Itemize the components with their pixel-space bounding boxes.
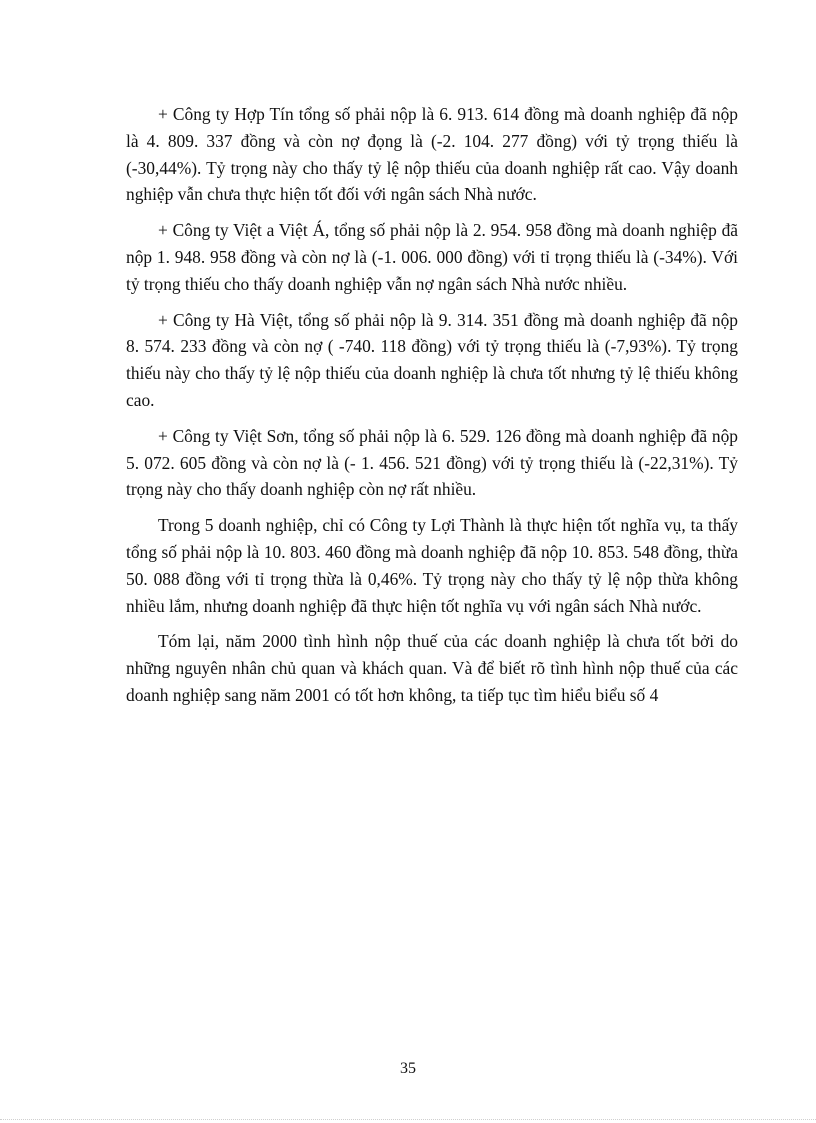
page-body bbox=[126, 101, 738, 718]
page-number: 35 bbox=[400, 1060, 416, 1077]
paragraph-hop-tin: + Công ty Hợp Tín tổng số phải nộp là 6. 913. 614 đồng mà doanh nghiệp đã nộp là 4. 809. 337 đồng và còn nợ đọng là (-2. 104. 277 đồng) với tỷ trọng thiếu là (-30,44%). Tỷ trọng này cho thấy tỷ lệ nộp thiếu của doanh nghiệp rất cao. Vậy doanh nghiệp vẫn chưa thực hiện tốt đối với ngân sách Nhà nước. bbox=[126, 104, 738, 205]
paragraph-loi-thanh: Trong 5 doanh nghiệp, chỉ có Công ty Lợi Thành là thực hiện tốt nghĩa vụ, ta thấy tổng số phải nộp là 10. 803. 460 đồng mà doanh nghiệp đã nộp 10. 853. 548 đồng, thừa 50. 088 đồng với tỉ trọng thừa là 0,46%. Tỷ trọng này cho thấy tỷ lệ nộp thừa không nhiều lắm, nhưng doanh nghiệp đã thực hiện tốt nghĩa vụ với ngân sách Nhà nước. bbox=[126, 515, 738, 616]
paragraph-ha-viet: + Công ty Hà Việt, tổng số phải nộp là 9. 314. 351 đồng mà doanh nghiệp đã nộp 8. 574. 233 đồng và còn nợ ( -740. 118 đồng) với tỷ trọng thiếu là (-7,93%). Tỷ trọng thiếu này cho thấy tỷ lệ nộp thiếu của doanh nghiệp là chưa tốt nhưng tỷ lệ thiếu không cao. bbox=[126, 309, 738, 410]
paragraph-viet-son: + Công ty Việt Sơn, tổng số phải nộp là 6. 529. 126 đồng mà doanh nghiệp đã nộp 5. 072. 605 đồng và còn nợ là (- 1. 456. 521 đồng) với tỷ trọng thiếu là (-22,31%). Tỷ trọng này cho thấy doanh nghiệp còn nợ rất nhiều. bbox=[126, 425, 738, 500]
page-bottom-divider bbox=[0, 1119, 816, 1120]
paragraph-viet-a: + Công ty Việt a Việt Á, tổng số phải nộp là 2. 954. 958 đồng mà doanh nghiệp đã nộp 1. 948. 958 đồng và còn nợ là (-1. 006. 000 đồng) với tỉ trọng thiếu là (-34%). Với tỷ trọng thiếu cho thấy doanh nghiệp vẫn nợ ngân sách Nhà nước nhiều. bbox=[126, 220, 738, 294]
paragraph-summary: Tóm lại, năm 2000 tình hình nộp thuế của các doanh nghiệp là chưa tốt bởi do những nguyên nhân chủ quan và khách quan. Và để biết rõ tình hình nộp thuế của các doanh nghiệp sang năm 2001 có tốt hơn không, ta tiếp tục tìm hiểu biểu số 4 bbox=[126, 631, 738, 705]
